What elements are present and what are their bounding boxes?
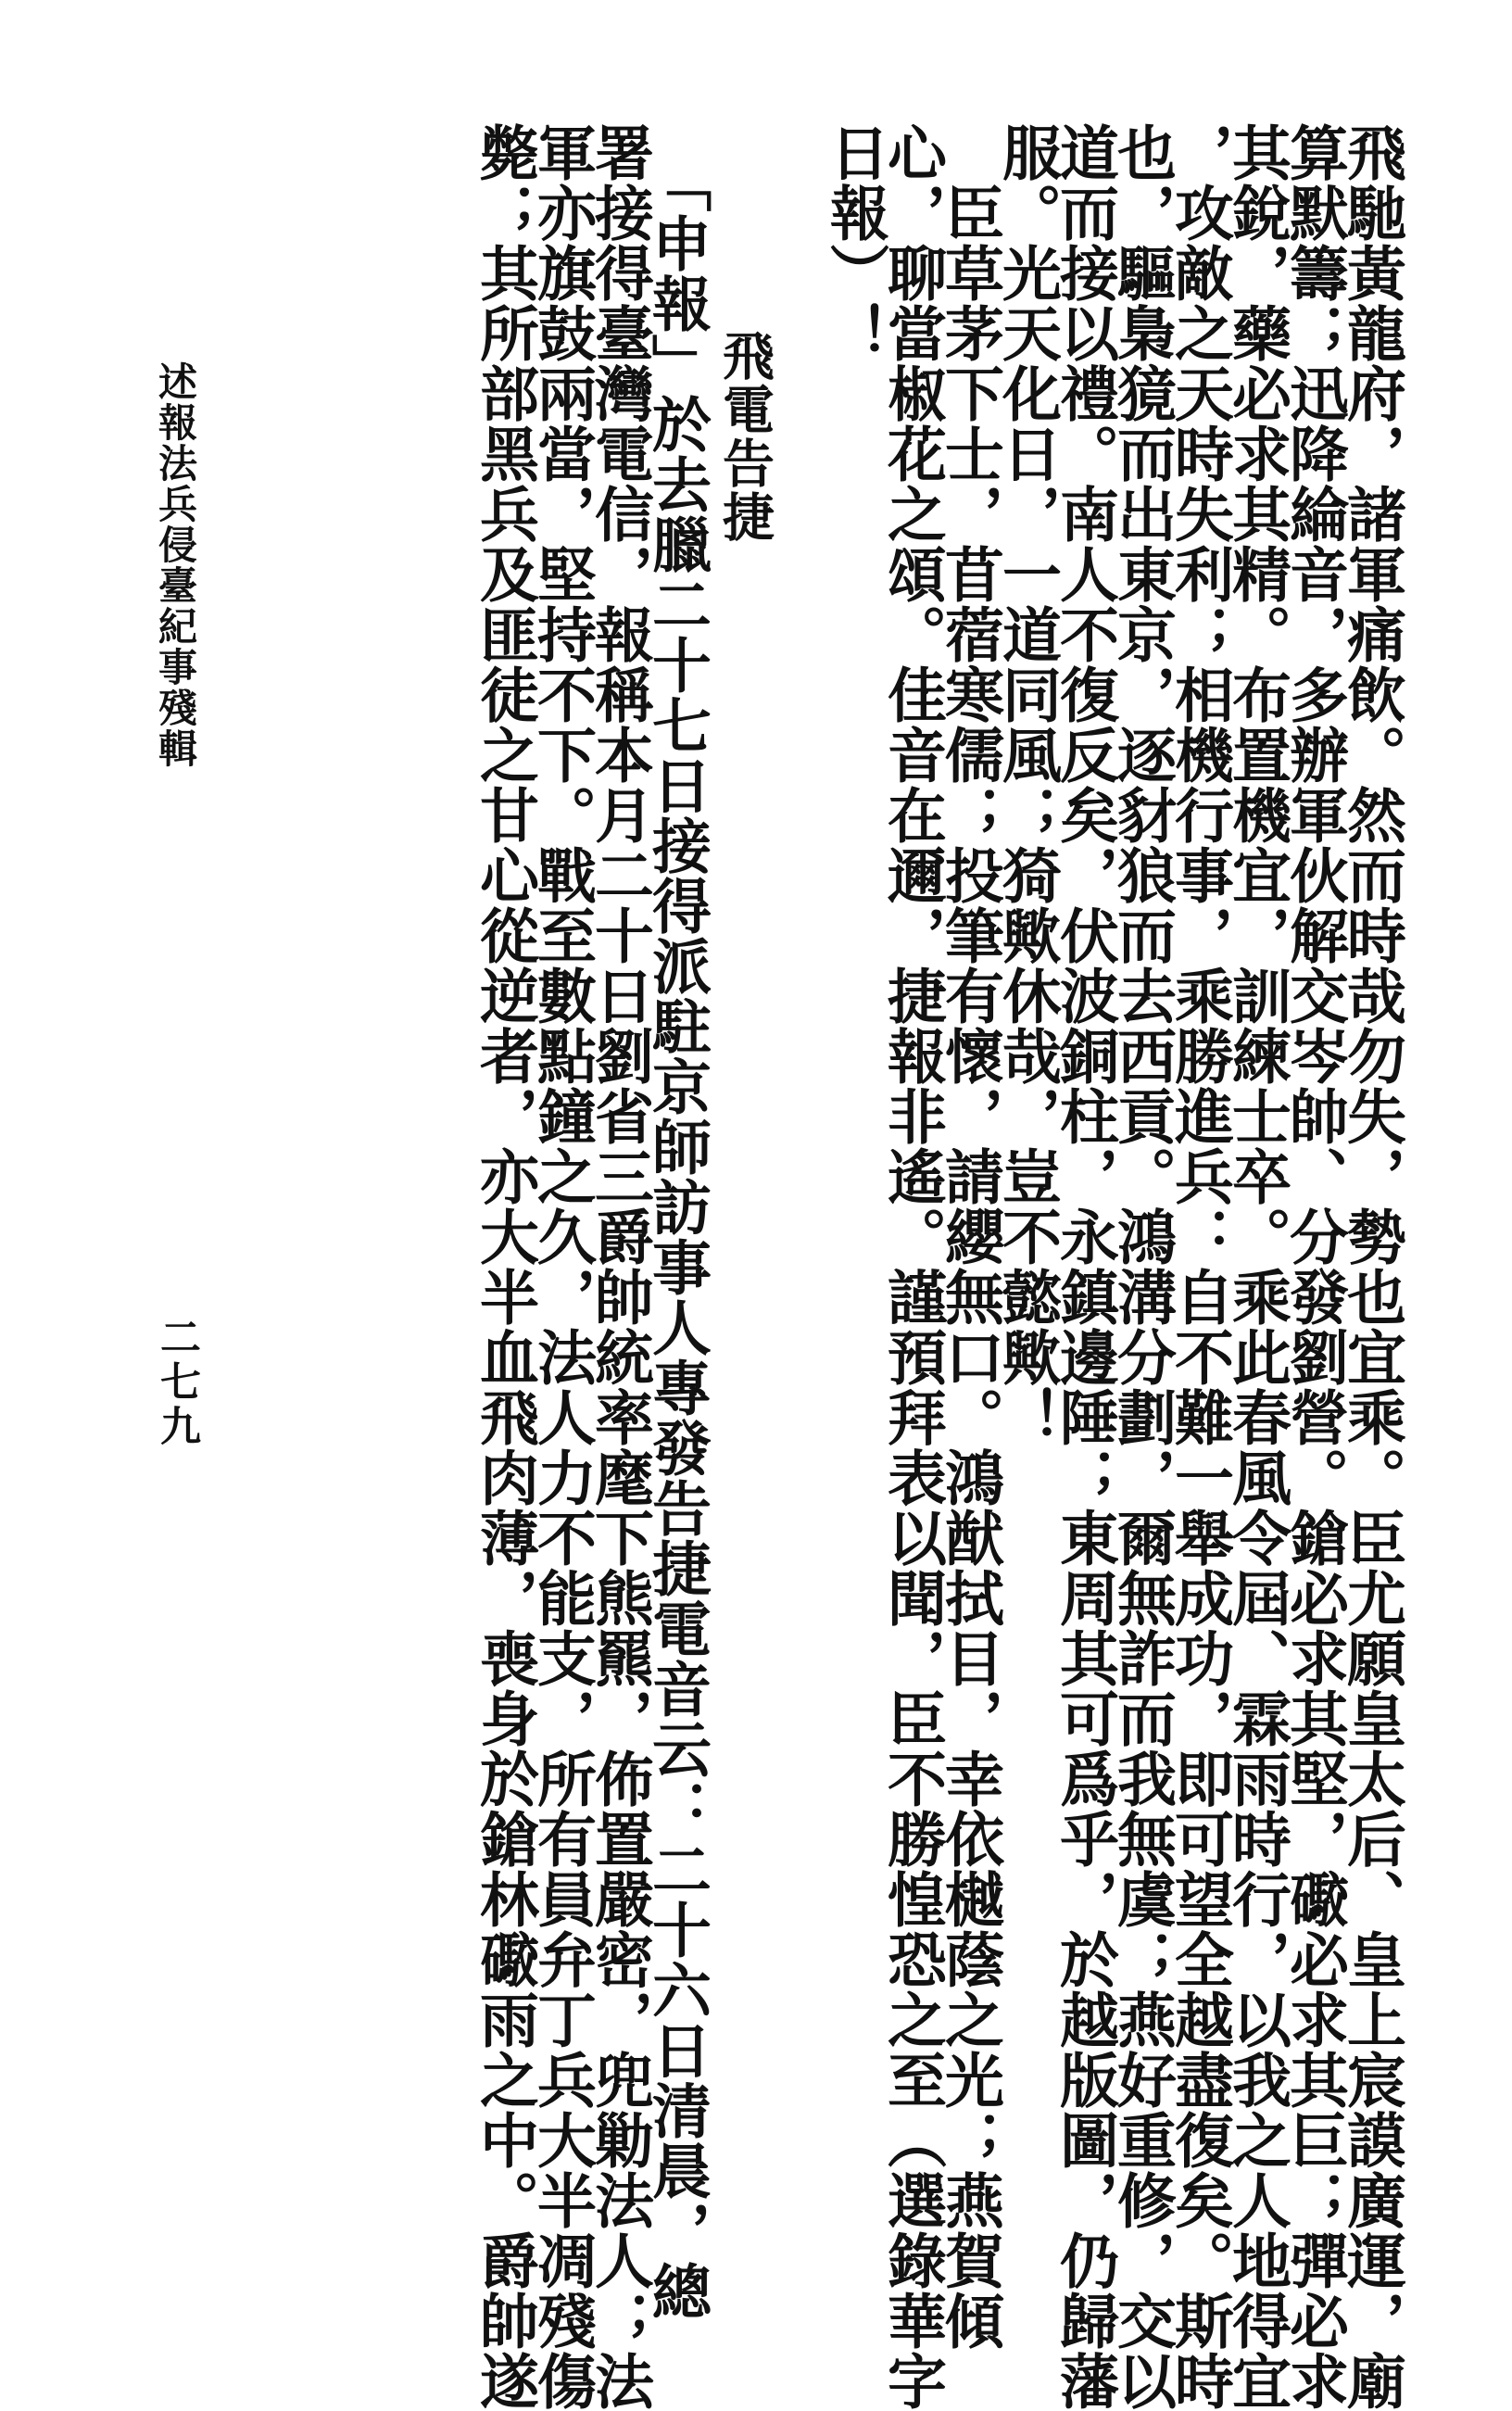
text-column-3: 其銳，藥必求其精。布置機宜，訓練士卒。乘此春風令屆、霖雨時行，以我之人地得宜 (1222, 122, 1292, 2411)
text-column-1: 飛馳黃龍府，諸軍痛飲。然而時哉勿失，勢也宜乘。臣尤願皇太后、皇上宸謨廣運，廟 (1337, 122, 1406, 2411)
text-column-9: 心，聊當椒花之頌。佳音在邇，捷報非遙。謹預拜表以聞，臣不勝惶恐之至（選錄華字 (877, 122, 947, 2411)
text-column-4: ，攻敵之天時失利；相機行事，乘勝進兵：自不難一舉成功，即可望全越盡復矣。斯時 (1165, 122, 1234, 2411)
text-column-7: 服。光天化日，一道同風；猗歟休哉，豈不懿歟！ (992, 122, 1062, 1447)
text-column-13: 軍亦旗鼓兩當，堅持不下。戰至數點鐘之久，法人力不能支，所有員弁丁兵大半凋殘傷 (527, 122, 597, 2411)
text-column-10: 日報）！ (820, 122, 889, 363)
page-number: 二七九 (153, 1316, 200, 1449)
text-column-6: 道而接以禮。南人不復反矣，伏波銅柱，永鎮邊陲；東周其可爲乎，於越版圖，仍歸藩 (1050, 122, 1119, 2411)
text-column-14: 斃；其所部黑兵及匪徒之甘心從逆者，亦大半血飛肉薄，喪身於鎗林礮雨之中。爵帥遂 (470, 122, 539, 2411)
text-column-5: 也，驅梟獍而出東京，逐豺狼而去西貢。鴻溝分劃，爾無詐而我無虞；燕好重修，交以 (1107, 122, 1177, 2411)
running-title: 述報法兵侵臺紀事殘輯 (153, 361, 198, 769)
text-column-8: 臣草茅下士，苜蓿寒儒；投筆有懷，請纓無口。鴻猷拭目，幸依樾蔭之光；燕賀傾 (935, 122, 1004, 2351)
text-column-2: 算默籌；迅降綸音，多辦軍伙解交岑帥、分發劉營。鎗必求其堅，礮必求其巨；彈必求 (1279, 122, 1349, 2411)
text-column-12: 署接得臺灣電信，報稱本月二十日劉省三爵帥統率麾下熊羆，佈置嚴密，兜勦法人；法 (585, 122, 654, 2411)
text-column-11: 「申報」於去臘二十七日接得派駐京師訪事人專發告捷電音云：二十六日清晨，總 (642, 122, 712, 2321)
section-heading: 飛電告捷 (714, 329, 775, 544)
